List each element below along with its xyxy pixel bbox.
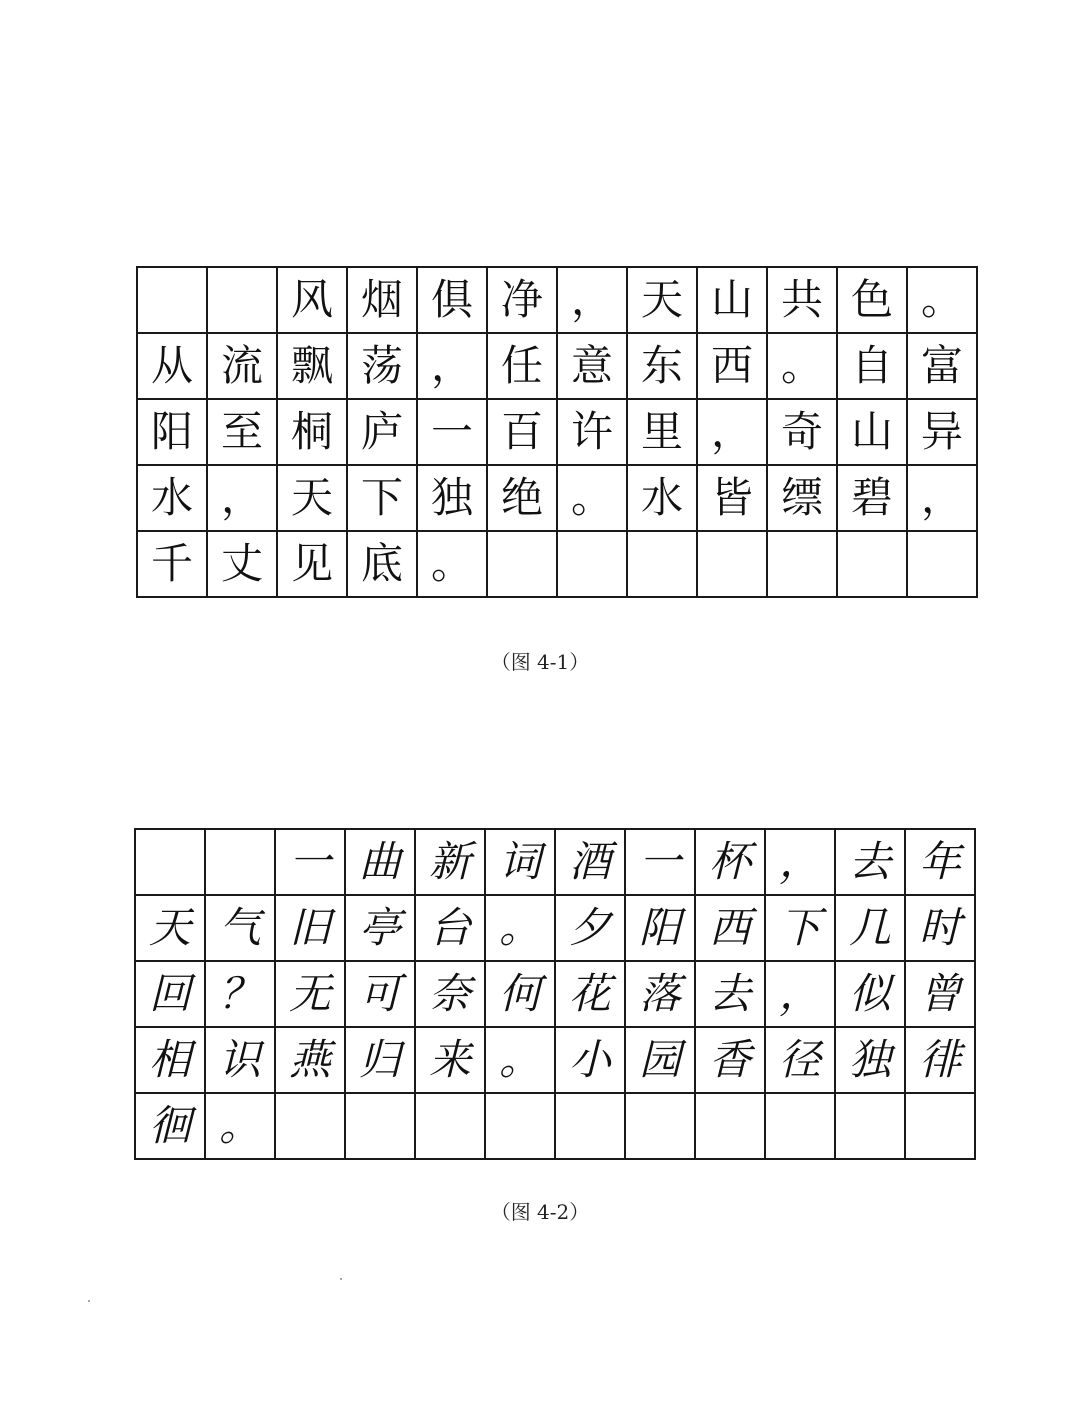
grid-cell: 徘 [905,1027,975,1093]
grid-cell [345,1093,415,1159]
grid-cell: 一 [417,399,487,465]
grid-cell [205,829,275,895]
grid-cell: ， [765,961,835,1027]
grid-cell [275,1093,345,1159]
grid-cell [485,1093,555,1159]
grid-cell: 水 [627,465,697,531]
grid-row [137,333,977,399]
grid-cell: 几 [835,895,905,961]
grid-cell: 可 [345,961,415,1027]
grid-cell: 奇 [767,399,837,465]
grid-cell: 台 [415,895,485,961]
grid-cell [555,1093,625,1159]
grid-cell: 千 [137,531,207,597]
grid-cell [905,1093,975,1159]
grid-cell: 一 [625,829,695,895]
grid-cell: 香 [695,1027,765,1093]
calligraphy-grid-1 [136,266,978,598]
grid-cell: 相 [135,1027,205,1093]
grid-cell: 色 [837,267,907,333]
grid-cell: 气 [205,895,275,961]
grid-cell: 来 [415,1027,485,1093]
grid-cell: ？ [205,961,275,1027]
grid-cell: 一 [275,829,345,895]
grid-cell: 天 [135,895,205,961]
grid-cell: 花 [555,961,625,1027]
grid-cell: 天 [627,267,697,333]
grid-1-body [137,267,977,597]
grid-cell: 徊 [135,1093,205,1159]
grid-cell [557,531,627,597]
grid-cell [627,531,697,597]
grid-cell [697,531,767,597]
grid-cell: 下 [347,465,417,531]
grid-cell: 去 [695,961,765,1027]
grid-cell: 里 [627,399,697,465]
grid-cell [765,1093,835,1159]
grid-cell: 荡 [347,333,417,399]
grid-cell: 净 [487,267,557,333]
grid-cell: 绝 [487,465,557,531]
grid-cell: 俱 [417,267,487,333]
grid-cell: 落 [625,961,695,1027]
grid-cell: 底 [347,531,417,597]
grid-cell: 词 [485,829,555,895]
grid-cell: 独 [835,1027,905,1093]
grid-cell: 回 [135,961,205,1027]
grid-cell: 。 [907,267,977,333]
grid-cell: 富 [907,333,977,399]
grid-cell: 东 [627,333,697,399]
grid-row [135,1093,975,1159]
grid-cell: 西 [697,333,767,399]
grid-cell: 丈 [207,531,277,597]
grid-cell: 山 [837,399,907,465]
grid-cell: 酒 [555,829,625,895]
grid-cell: 许 [557,399,627,465]
grid-cell [767,531,837,597]
grid-cell: 烟 [347,267,417,333]
grid-cell: 小 [555,1027,625,1093]
grid-cell: 任 [487,333,557,399]
grid-cell: 。 [485,895,555,961]
grid-cell: 从 [137,333,207,399]
grid-cell: ， [557,267,627,333]
grid-cell: ， [417,333,487,399]
grid-cell: 意 [557,333,627,399]
grid-row [137,465,977,531]
grid-cell: 见 [277,531,347,597]
grid-cell: 碧 [837,465,907,531]
speck-mark [88,1300,90,1302]
grid-cell: 至 [207,399,277,465]
grid-row [137,531,977,597]
grid-cell: 曲 [345,829,415,895]
grid-cell [907,531,977,597]
grid-cell: 山 [697,267,767,333]
grid-cell: 西 [695,895,765,961]
grid-cell: 夕 [555,895,625,961]
grid-row [137,267,977,333]
grid-cell [835,1093,905,1159]
grid-cell: 皆 [697,465,767,531]
grid-cell: 。 [485,1027,555,1093]
figure-caption-2: （图 4-2） [490,1200,590,1224]
grid-cell: 水 [137,465,207,531]
grid-cell: 百 [487,399,557,465]
grid-row [135,829,975,895]
figure-caption-1: （图 4-1） [490,650,590,674]
grid-cell: 亭 [345,895,415,961]
grid-cell: 新 [415,829,485,895]
grid-cell [135,829,205,895]
grid-cell [695,1093,765,1159]
grid-cell: 阳 [137,399,207,465]
grid-cell: 天 [277,465,347,531]
calligraphy-grid-2 [134,828,976,1160]
grid-cell: 缥 [767,465,837,531]
grid-cell: 无 [275,961,345,1027]
grid-row [135,895,975,961]
grid-cell: 旧 [275,895,345,961]
grid-cell: 奈 [415,961,485,1027]
grid-cell: 年 [905,829,975,895]
grid-cell: 识 [205,1027,275,1093]
grid-cell: 时 [905,895,975,961]
grid-cell [625,1093,695,1159]
grid-2-body [135,829,975,1159]
grid-cell: 异 [907,399,977,465]
grid-cell: 庐 [347,399,417,465]
grid-cell: 。 [205,1093,275,1159]
grid-cell [837,531,907,597]
grid-cell: 流 [207,333,277,399]
grid-cell: 园 [625,1027,695,1093]
grid-row [137,399,977,465]
grid-cell: 径 [765,1027,835,1093]
grid-cell: 燕 [275,1027,345,1093]
grid-cell [487,531,557,597]
grid-cell: 。 [417,531,487,597]
grid-cell: 曾 [905,961,975,1027]
grid-cell [207,267,277,333]
grid-cell [137,267,207,333]
grid-cell: 杯 [695,829,765,895]
grid-cell: ， [765,829,835,895]
grid-cell: ， [907,465,977,531]
grid-cell: ， [207,465,277,531]
grid-cell: 自 [837,333,907,399]
grid-cell: 共 [767,267,837,333]
grid-row [135,1027,975,1093]
grid-cell: 独 [417,465,487,531]
grid-cell: 归 [345,1027,415,1093]
grid-cell: 。 [767,333,837,399]
grid-cell: 。 [557,465,627,531]
grid-cell: 去 [835,829,905,895]
grid-cell: ， [697,399,767,465]
grid-cell: 风 [277,267,347,333]
grid-cell [415,1093,485,1159]
grid-cell: 阳 [625,895,695,961]
grid-row [135,961,975,1027]
grid-cell: 飘 [277,333,347,399]
grid-cell: 下 [765,895,835,961]
grid-cell: 何 [485,961,555,1027]
grid-cell: 桐 [277,399,347,465]
grid-cell: 似 [835,961,905,1027]
speck-mark [340,1278,342,1280]
